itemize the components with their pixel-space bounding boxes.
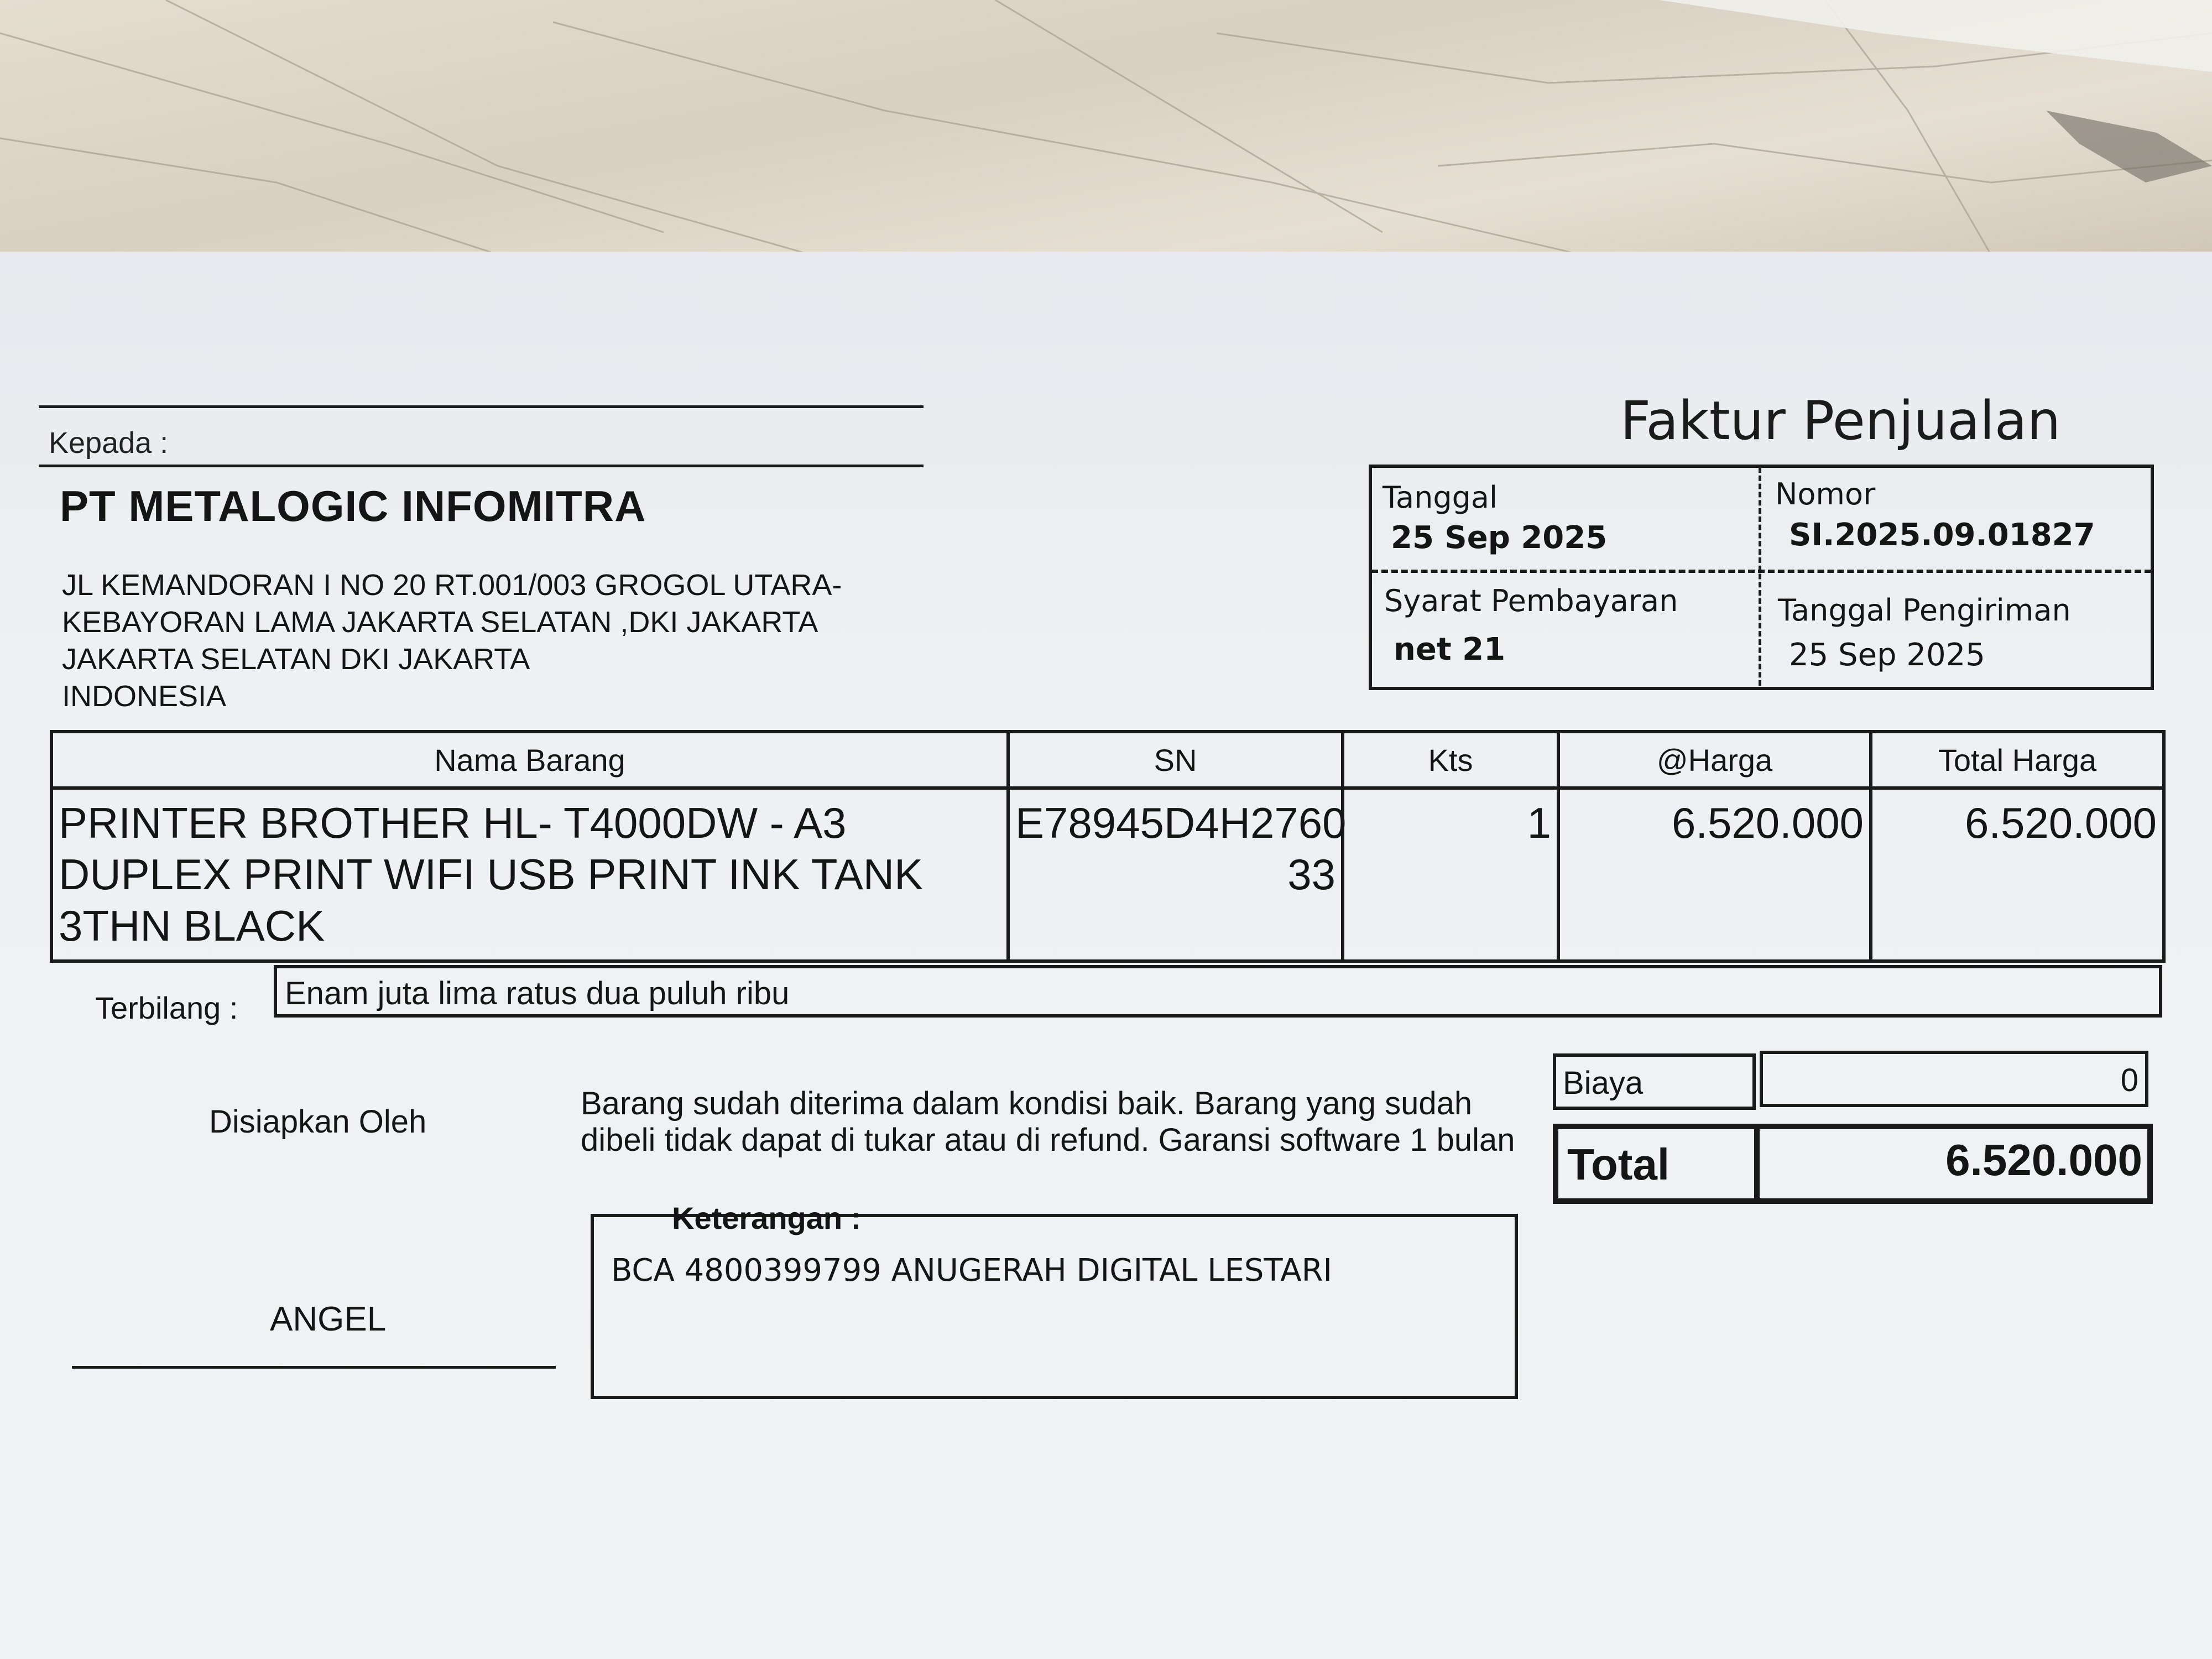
cost-value-box (1760, 1051, 2148, 1107)
info-divider-h (1371, 570, 2151, 573)
item-name-line: DUPLEX PRINT WIFI USB PRINT INK TANK (59, 850, 924, 899)
address-line: INDONESIA (62, 680, 227, 713)
note-line: dibeli tidak dapat di tukar atau di refund. Garansi software 1 bulan (581, 1122, 1515, 1158)
cost-value: 0 (2120, 1062, 2138, 1098)
item-sn-line: 33 (1287, 850, 1335, 899)
terms-value: net 21 (1394, 632, 1506, 667)
prepared-by-name: ANGEL (270, 1300, 387, 1338)
company-name: PT METALOGIC INFOMITRA (60, 482, 646, 530)
marble-veins (0, 0, 2212, 265)
terms-note (581, 1086, 1515, 1159)
address-line: KEBAYORAN LAMA JAKARTA SELATAN ,DKI JAKARTA (62, 606, 818, 639)
info-divider-v (1759, 467, 1761, 686)
ship-date-label: Tanggal Pengiriman (1778, 593, 2071, 628)
col-header-price: @Harga (1558, 732, 1871, 788)
address-line: JAKARTA SELATAN DKI JAKARTA (62, 643, 530, 676)
item-name-cell (51, 788, 1008, 961)
address-line: JL KEMANDORAN I NO 20 RT.001/003 GROGOL UTARA- (62, 568, 842, 602)
note-line: Barang sudah diterima dalam kondisi baik. Barang yang sudah (581, 1086, 1473, 1121)
number-value: SI.2025.09.01827 (1789, 517, 2095, 553)
date-value: 25 Sep 2025 (1391, 520, 1608, 556)
table-header-row (51, 732, 2164, 788)
total-value: 6.520.000 (1945, 1135, 2142, 1185)
items-table (50, 730, 2166, 963)
col-header-name: Nama Barang (51, 732, 1008, 788)
total-divider (1754, 1125, 1760, 1203)
document-title: Faktur Penjualan (1620, 390, 2061, 452)
prepared-by-label: Disiapkan Oleh (209, 1104, 427, 1140)
divider-bottom (39, 465, 924, 467)
divider-top (39, 405, 924, 408)
marble-background (0, 0, 2212, 265)
amount-words-value: Enam juta lima ratus dua puluh ribu (285, 975, 790, 1011)
amount-words-box (274, 965, 2162, 1018)
table-row (51, 788, 2164, 961)
cost-label-box (1553, 1053, 1756, 1110)
item-sn-cell (1008, 788, 1347, 961)
date-label: Tanggal (1383, 480, 1498, 515)
company-address (62, 567, 842, 715)
cost-label: Biaya (1563, 1065, 1644, 1101)
col-header-total: Total Harga (1871, 732, 2164, 788)
col-header-qty: Kts (1343, 732, 1558, 788)
item-price: 6.520.000 (1558, 788, 1871, 961)
item-name-line: 3THN BLACK (59, 901, 325, 950)
item-qty: 1 (1343, 788, 1558, 961)
signature-line (72, 1366, 556, 1369)
remarks-value: BCA 4800399799 ANUGERAH DIGITAL LESTARI (611, 1253, 1332, 1288)
col-header-sn: SN (1008, 732, 1343, 788)
ship-date-value: 25 Sep 2025 (1789, 637, 1985, 673)
remarks-label: Keterangan : (672, 1201, 862, 1235)
item-total: 6.520.000 (1871, 788, 2164, 961)
item-sn-line: E78945D4H2760 (1015, 799, 1347, 847)
total-label: Total (1567, 1140, 1670, 1189)
to-label: Kepada : (49, 426, 169, 460)
number-label: Nomor (1775, 477, 1876, 512)
item-name-line: PRINTER BROTHER HL- T4000DW - A3 (59, 799, 847, 847)
terms-label: Syarat Pembayaran (1384, 583, 1678, 618)
remarks-box (591, 1214, 1518, 1399)
amount-words-label: Terbilang : (95, 990, 238, 1025)
